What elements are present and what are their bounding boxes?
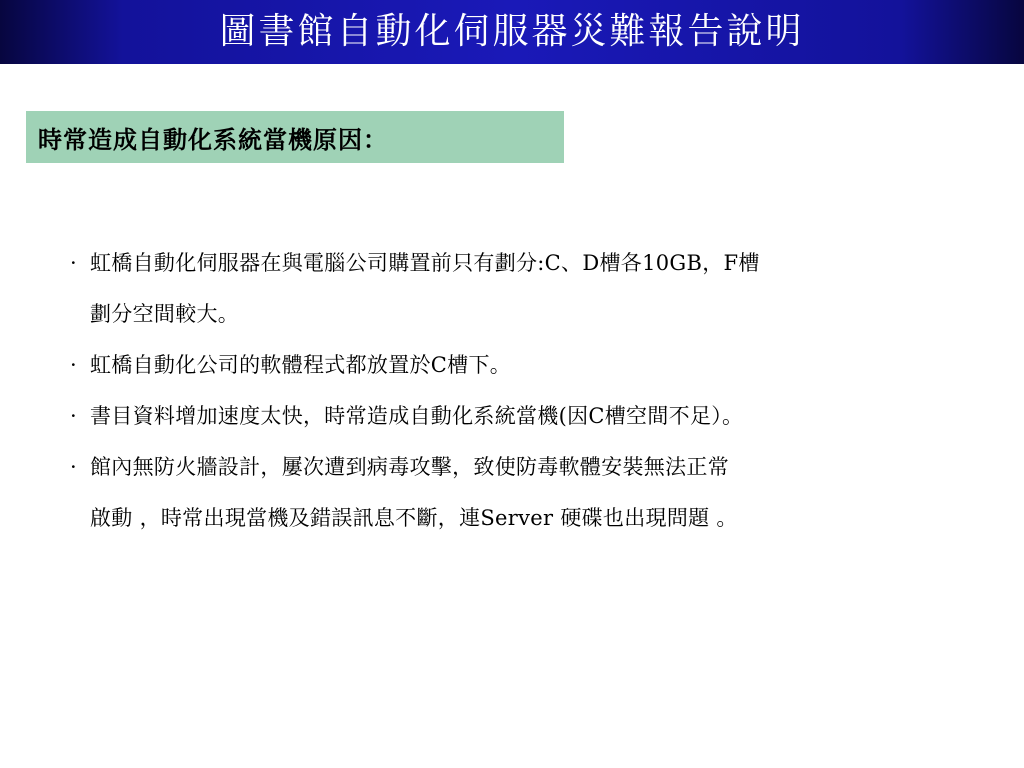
bullet-list xyxy=(62,238,982,544)
bullet-item xyxy=(62,340,982,391)
bullet-text: 書目資料增加速度太快，時常造成自動化系統當機(因C槽空間不足）。 xyxy=(90,404,744,428)
bullet-text-continuation: 啟動 ，時常出現當機及錯誤訊息不斷，連Server 硬碟也出現問題 。 xyxy=(90,506,738,530)
bullet-text: 虹橋自動化公司的軟體程式都放置於C槽下。 xyxy=(90,353,512,377)
bullet-marker: · xyxy=(70,404,77,428)
title-bar xyxy=(0,0,1024,64)
bullet-item xyxy=(62,442,982,544)
bullet-text: 館內無防火牆設計，屢次遭到病毒攻擊，致使防毒軟體安裝無法正常 xyxy=(90,455,729,479)
bullet-marker: · xyxy=(70,455,77,479)
bullet-text: 虹橋自動化伺服器在與電腦公司購置前只有劃分:C、D槽各10GB，F槽 xyxy=(90,251,760,275)
bullet-marker: · xyxy=(70,251,77,275)
page-title: 圖書館自動化伺服器災難報告說明 xyxy=(219,11,805,52)
bullet-marker: · xyxy=(70,353,77,377)
bullet-item xyxy=(62,238,982,340)
bullet-item xyxy=(62,391,982,442)
section-heading-box xyxy=(26,111,564,163)
section-heading: 時常造成自動化系統當機原因： xyxy=(38,124,388,154)
bullet-text-continuation: 劃分空間較大。 xyxy=(90,302,240,326)
